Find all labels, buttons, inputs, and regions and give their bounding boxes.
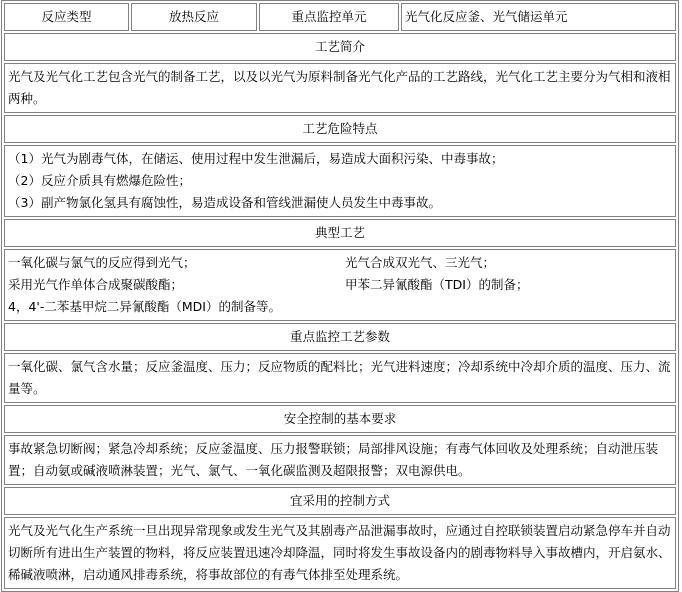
intro-text: 光气及光气化工艺包含光气的制备工艺，以及以光气为原料制备光气化产品的工艺路线，光气化工艺主要分为气相和液相两种。 xyxy=(4,63,676,113)
intro-title-row xyxy=(4,33,676,61)
hazards-title-row xyxy=(4,115,676,143)
hazard-item: （2）反应介质具有燃爆危险性； xyxy=(8,173,191,188)
typical-item: 4，4'-二苯基甲烷二异氰酸酯（MDI）的制备等。 xyxy=(8,299,281,314)
control-title-row xyxy=(4,487,676,515)
parameters-body-row xyxy=(4,353,676,403)
process-sheet xyxy=(1,0,681,592)
parameters-title: 重点监控工艺参数 xyxy=(4,323,676,351)
safety-text: 事故紧急切断阀；紧急冷却系统；反应釜温度、压力报警联锁；局部排风设施；有毒气体回收及处理系统；自动泄压装置；自动氨或碱液喷淋装置；光气、氯气、一氧化碳监测及超限报警；双电源供电。 xyxy=(4,435,676,485)
typical-pair xyxy=(8,252,672,274)
hazards-title: 工艺危险特点 xyxy=(4,115,676,143)
control-body-row xyxy=(4,517,676,589)
typical-item: 光气合成双光气、三光气； xyxy=(345,255,496,270)
safety-body-row xyxy=(4,435,676,485)
typical-pair xyxy=(8,274,672,296)
intro-body-row xyxy=(4,63,676,113)
typical-title: 典型工艺 xyxy=(4,219,676,247)
typical-list xyxy=(4,249,676,321)
header-row xyxy=(4,3,676,31)
parameters-text: 一氧化碳、氯气含水量；反应釜温度、压力；反应物质的配料比；光气进料速度；冷却系统中冷却介质的温度、压力、流量等。 xyxy=(4,353,676,403)
monitor-unit-label: 重点监控单元 xyxy=(259,3,399,31)
typical-body-row xyxy=(4,249,676,321)
parameters-title-row xyxy=(4,323,676,351)
typical-item: 采用光气作单体合成聚碳酸酯； xyxy=(8,277,184,292)
hazard-item: （3）副产物氯化氢具有腐蚀性，易造成设备和管线泄漏使人员发生中毒事故。 xyxy=(8,195,441,210)
monitor-unit-value: 光气化反应釜、光气储运单元 xyxy=(401,3,676,31)
hazards-list xyxy=(4,145,676,217)
typical-item: 一氧化碳与氯气的反应得到光气； xyxy=(8,255,196,270)
hazard-item: （1）光气为剧毒气体，在储运、使用过程中发生泄漏后，易造成大面积污染、中毒事故； xyxy=(8,151,504,166)
safety-title-row xyxy=(4,405,676,433)
typical-title-row xyxy=(4,219,676,247)
control-text: 光气及光气化生产系统一旦出现异常现象或发生光气及其剧毒产品泄漏事故时，应通过自控联锁装置启动紧急停车并自动切断所有进出生产装置的物料，将反应装置迅速冷却降温，同时将发生事故设备内的剧毒物料导入事故槽内，开启氨水、稀碱液喷淋，启动通风排毒系统，将事故部位的有毒气体排至处理系统。 xyxy=(4,517,676,589)
reaction-type-label: 反应类型 xyxy=(4,3,129,31)
hazards-body-row xyxy=(4,145,676,217)
control-title: 宜采用的控制方式 xyxy=(4,487,676,515)
safety-title: 安全控制的基本要求 xyxy=(4,405,676,433)
process-table xyxy=(1,0,679,592)
reaction-type-value: 放热反应 xyxy=(131,3,257,31)
intro-title: 工艺简介 xyxy=(4,33,676,61)
typical-item: 甲苯二异氰酸酯（TDI）的制备； xyxy=(345,277,529,292)
